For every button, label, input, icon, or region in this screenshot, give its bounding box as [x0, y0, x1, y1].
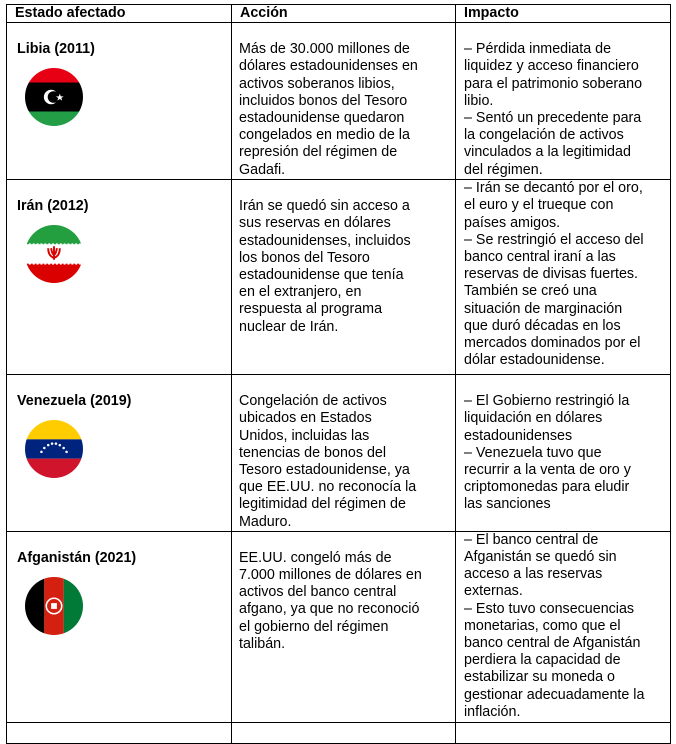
state-name: Afganistán (2021) [17, 549, 137, 566]
impacto-cell [456, 180, 671, 375]
accion-cell [232, 722, 456, 743]
venezuela-flag-icon [25, 420, 83, 478]
state-cell [7, 375, 232, 532]
accion-cell [232, 531, 456, 722]
table-row [7, 180, 671, 375]
table-row [7, 23, 671, 180]
state-name: Libia (2011) [17, 41, 95, 58]
impacto-text: – Irán se decantó por el oro, el euro y el trueque con países amigos. – Se restringió el acceso del banco central iraní a las reservas de divisas fuertes. También se creó una situación de marginación que duró décadas en los mercados dominados por el dólar estadounidense. [464, 180, 644, 369]
accion-text: Más de 30.000 millones de dólares estadounidenses en activos soberanos libios, incluidos bonos del Tesoro estadounidense quedaron congelados en medio de la represión del régimen de Gadafi. [239, 41, 418, 178]
header-accion: Acción [232, 5, 456, 23]
iran-flag-icon [25, 225, 83, 283]
state-cell [7, 23, 232, 180]
impacto-cell [456, 375, 671, 532]
impacto-text: – El Gobierno restringió la liquidación en dólares estadounidenses – Venezuela tuvo que recurrir a la venta de oro y criptomonedas para eludir las sanciones [464, 393, 631, 513]
state-cell [7, 722, 232, 743]
impacto-cell [456, 722, 671, 743]
sanctions-table [6, 4, 671, 744]
impacto-cell [456, 531, 671, 722]
impacto-cell [456, 23, 671, 180]
header-row [7, 5, 671, 23]
header-estado: Estado afectado [7, 5, 232, 23]
accion-text: Irán se quedó sin acceso a sus reservas en dólares estadounidenses, incluidos los bonos del Tesoro estadounidense que tenía en el extranjero, en respuesta al programa nuclear de Irán. [239, 198, 411, 335]
impacto-text: – El banco central de Afganistán se quedó sin acceso a las reservas externas. – Esto tuvo consecuencias monetarias, como que el banco central de Afganistán perdiera la capacidad de estabilizar su moneda o gestionar adecuadamente la inflación. [464, 531, 645, 720]
impacto-text: – Pérdida inmediata de liquidez y acceso financiero para el patrimonio soberano libio. – Sentó un precedente para la congelación de activos vinculados a la legitimidad del régimen. [464, 41, 643, 178]
state-cell [7, 531, 232, 722]
accion-cell [232, 375, 456, 532]
accion-text: Congelación de activos ubicados en Estados Unidos, incluidas las tenencias de bonos del Tesoro estadounidense, ya que EE.UU. no reconocía la legitimidad del régimen de Maduro. [239, 393, 417, 530]
accion-cell [232, 180, 456, 375]
libya-flag-icon [25, 68, 83, 126]
accion-text: EE.UU. congeló más de 7.000 millones de dólares en activos del banco central afgano, ya que no reconoció el gobierno del régimen talibán. [239, 549, 422, 652]
table-row [7, 375, 671, 532]
state-name: Venezuela (2019) [17, 393, 132, 410]
table-row [7, 531, 671, 722]
state-name: Irán (2012) [17, 198, 89, 215]
accion-cell [232, 23, 456, 180]
header-impacto: Impacto [456, 5, 671, 23]
state-cell [7, 180, 232, 375]
table-row-partial [7, 722, 671, 743]
afghanistan-flag-icon [25, 577, 83, 635]
